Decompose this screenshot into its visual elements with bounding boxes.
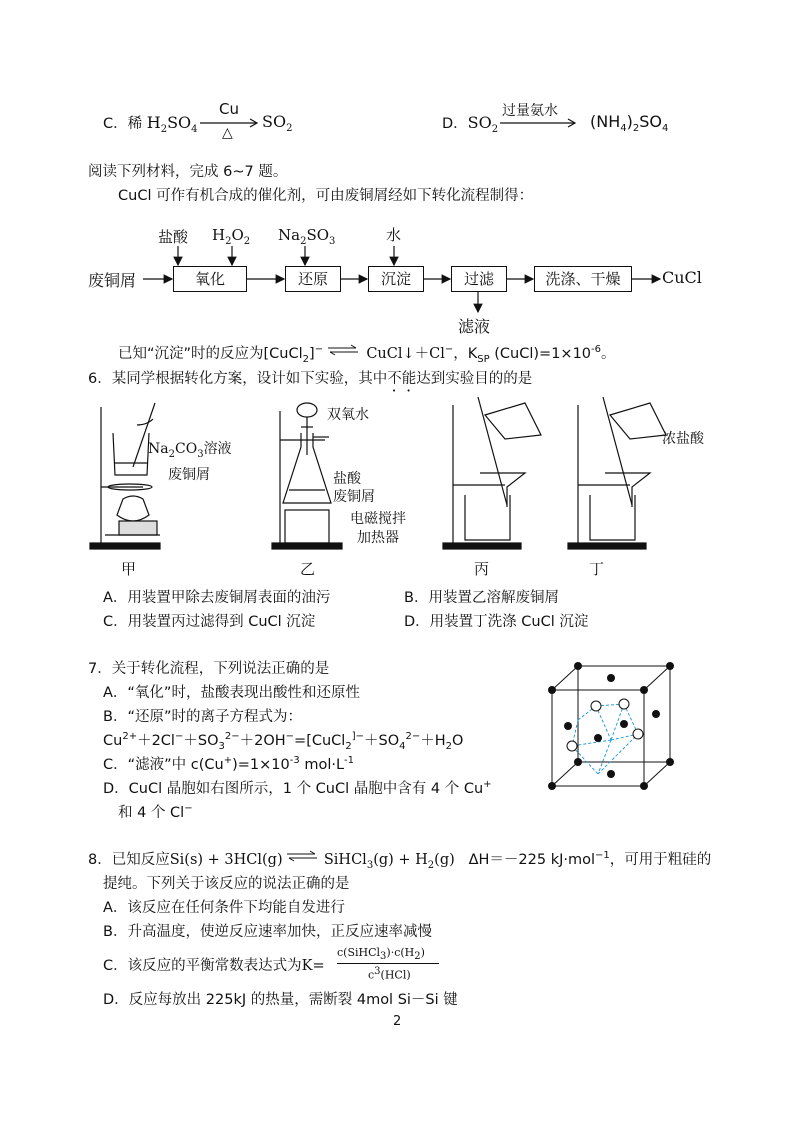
- page-number: 2: [393, 1014, 402, 1029]
- k-fraction-bar: [337, 963, 439, 964]
- option-c-product: $SO_2$: [262, 112, 293, 135]
- caption-yi: 乙: [300, 560, 316, 578]
- q6-option-b: B．用装置乙溶解废铜屑: [404, 590, 559, 606]
- option-d-product: $(NH_4)_2SO_4$: [590, 112, 669, 135]
- caption-ding: 丁: [589, 560, 605, 578]
- option-d-above: 过量氨水: [502, 103, 558, 119]
- flow-box-wash-dry: 洗涤、干燥: [534, 266, 632, 292]
- cucl-unit-cell: [548, 662, 678, 792]
- label-h2o2: 双氧水: [327, 407, 369, 423]
- q7-option-d: D．CuCl 晶胞如右图所示，1 个 CuCl 晶胞中含有 4 个 Cu+: [103, 779, 492, 797]
- reagent-h2o2: $H_2O_2$: [212, 226, 251, 247]
- flow-box-reduce: 还原: [285, 266, 341, 292]
- flow-box-oxidize: 氧化: [173, 266, 247, 292]
- reagent-hcl: 盐酸: [158, 228, 189, 246]
- q8-option-c: C．该反应的平衡常数表达式为K=: [103, 958, 325, 974]
- q6-option-c: C．用装置丙过滤得到 CuCl 沉淀: [103, 614, 316, 630]
- flow-end: CuCl: [662, 268, 702, 287]
- label-stirrer-2: 加热器: [357, 530, 399, 546]
- q7-option-a: A．“氧化”时，盐酸表现出酸性和还原性: [103, 685, 360, 701]
- flow-box-precipitate: 沉淀: [368, 266, 424, 292]
- reagent-na2so3: $Na_2SO_3$: [278, 226, 336, 247]
- intro-line-2: CuCl 可作有机合成的催化剂，可由废铜屑经如下转化流程制得：: [118, 188, 534, 204]
- q8-equilibrium-arrow: [287, 849, 319, 865]
- q8-line2: 提纯。下列关于该反应的说法正确的是: [103, 876, 350, 892]
- caption-jia: 甲: [121, 560, 137, 578]
- q8-option-b: B．升高温度，使逆反应速率加快，正反应速率减慢: [103, 924, 432, 940]
- flow-filtrate: 滤液: [458, 317, 491, 336]
- q8-stem: 8．已知反应Si(s) + 3HCl(g) SiHCl$_3$(g) + $H_2(g)$ ΔH＝－225 kJ·mol$^{-1}$，可用于粗硅的: [88, 850, 712, 871]
- q6-option-a: A．用装置甲除去废铜屑表面的油污: [103, 590, 331, 606]
- label-yi-hcl: 盐酸: [333, 471, 361, 487]
- option-c-top: C．稀 $H_2SO_4$: [103, 113, 198, 136]
- label-na2co3: $Na_2CO_3$溶液: [148, 441, 232, 460]
- label-jia-waste: 废铜屑: [168, 467, 210, 483]
- q7-option-c: C．“滤液”中 $c(Cu^+)=1\times 10^{-3}$ $mol\cdot L^{-1}$: [103, 755, 355, 773]
- caption-bing: 丙: [474, 560, 490, 578]
- q7-equation: $Cu^{2+}+2Cl^-+SO_3^{2-}+2OH^-=[CuCl_2^{]-}+SO_4^{2-}+H_2O$: [103, 731, 464, 752]
- intro-line: 阅读下列材料，完成 6~7 题。: [88, 164, 288, 180]
- q7-option-b: B．“还原”时的离子方程式为：: [103, 709, 302, 725]
- label-conc-hcl: 浓盐酸: [662, 431, 704, 447]
- flow-arrows: [0, 0, 794, 340]
- label-yi-waste: 废铜屑: [333, 489, 375, 505]
- q7-option-d-line2: 和 4 个 Cl−: [118, 803, 193, 821]
- equilibrium-arrow: [328, 343, 362, 359]
- known-reaction: 已知“沉淀”时的反应为[CuCl$_2$]− CuCl↓＋Cl−，$K_{SP}$ $(CuCl)=1\times 10^{-6}$。: [118, 344, 616, 365]
- label-stirrer-1: 电磁搅拌: [350, 511, 406, 527]
- q6-stem: 6．某同学根据转化方案，设计如下实验，其中不能达到实验目的的是: [88, 371, 533, 387]
- reagent-water: 水: [386, 226, 402, 244]
- q8-option-a: A．该反应在任何条件下均能自发进行: [103, 900, 345, 916]
- q7-stem: 7．关于转化流程，下列说法正确的是: [88, 661, 330, 677]
- k-denominator: $c^3(HCl)$: [368, 966, 411, 982]
- option-d-top: D．$SO_2$: [442, 113, 499, 136]
- flow-box-filter: 过滤: [451, 266, 507, 292]
- flow-start: 废铜屑: [88, 271, 137, 290]
- option-c-above: Cu: [219, 100, 239, 118]
- k-numerator: $c(SiHCl_3)\cdot c(H_2)$: [337, 946, 425, 963]
- q6-option-d: D．用装置丁洗涤 CuCl 沉淀: [404, 614, 589, 630]
- q8-option-d: D．反应每放出 225kJ 的热量，需断裂 4mol Si－Si 键: [103, 992, 458, 1008]
- option-c-below: △: [222, 125, 233, 141]
